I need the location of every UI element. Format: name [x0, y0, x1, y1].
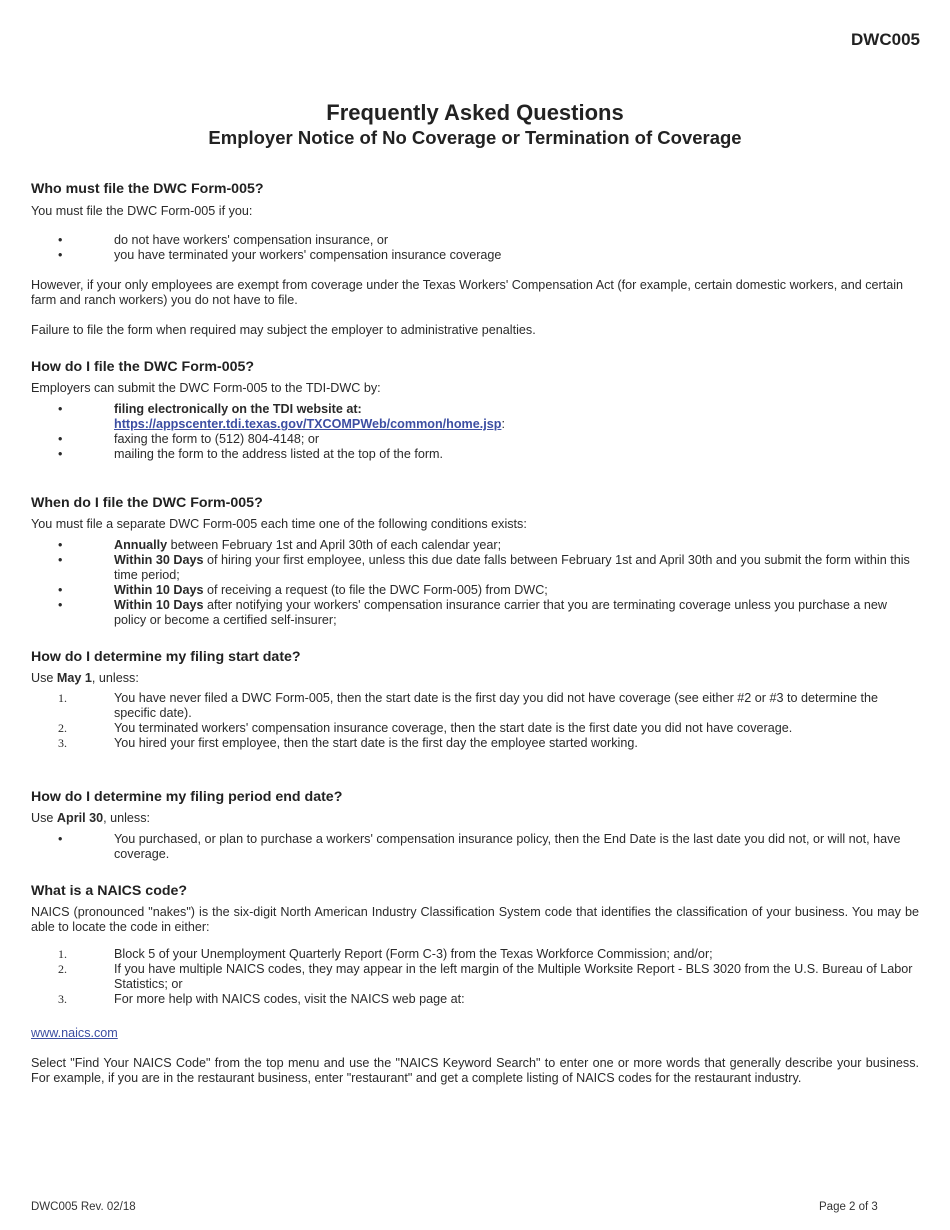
bullet-marker: • — [58, 248, 63, 262]
list-item-text: after notifying your workers' compensation insurance carrier that you are terminating coverage unless you purchase a new policy or become a certified self-insurer; — [114, 598, 887, 627]
number-marker: 3. — [58, 992, 67, 1006]
start-intro — [31, 671, 919, 686]
footer-revision: DWC005 Rev. 02/18 — [31, 1201, 136, 1213]
how-bullet-list — [31, 402, 919, 462]
number-marker: 3. — [58, 736, 67, 750]
bullet-marker: • — [58, 432, 63, 446]
default-end-date: April 30 — [56, 811, 104, 825]
list-item-text: You purchased, or plan to purchase a workers' compensation insurance policy, then the End Date is the last date you did not, or will not, have coverage. — [114, 832, 901, 861]
list-item-text: you have terminated your workers' compensation insurance coverage — [114, 248, 502, 262]
list-item-text: between February 1st and April 30th of each calendar year; — [167, 538, 502, 552]
list-item-text: do not have workers' compensation insurance, or — [114, 233, 389, 247]
list-item — [31, 447, 919, 462]
list-item-text: You terminated workers' compensation insurance coverage, then the start date is the first date you did not have coverage. — [114, 721, 793, 735]
intro-prefix: Use — [31, 671, 57, 685]
heading-how-to-file: How do I file the DWC Form-005? — [31, 359, 255, 375]
deadline-label: Within 30 Days — [114, 553, 204, 567]
list-item — [31, 432, 919, 447]
list-item-text: You have never filed a DWC Form-005, then the start date is the first day you did not have coverage (see either #2 or #3 to determine the specific date). — [114, 691, 878, 720]
end-bullet-list — [31, 832, 919, 862]
bullet-marker: • — [58, 832, 63, 846]
deadline-label: Within 10 Days — [114, 583, 204, 597]
list-item-text: Block 5 of your Unemployment Quarterly Report (Form C-3) from the Texas Workforce Commission; and/or; — [114, 947, 713, 961]
list-item-text: You hired your first employee, then the start date is the first day the employee started working. — [114, 736, 638, 750]
list-item — [31, 402, 919, 432]
electronic-filing-label: filing electronically on the TDI website at: — [114, 402, 362, 416]
form-id: DWC005 — [851, 30, 920, 49]
who-intro: You must file the DWC Form-005 if you: — [31, 204, 253, 218]
number-marker: 1. — [58, 947, 67, 961]
page-title: Frequently Asked Questions — [326, 100, 624, 125]
naics-numbered-list — [31, 947, 919, 1007]
when-intro: You must file a separate DWC Form-005 each time one of the following conditions exists: — [31, 517, 527, 531]
list-item — [31, 736, 919, 751]
list-item — [31, 721, 919, 736]
number-marker: 2. — [58, 962, 67, 976]
list-item-text: of receiving a request (to file the DWC Form-005) from DWC; — [203, 583, 548, 597]
who-bullet-list — [31, 233, 919, 263]
intro-suffix: , unless: — [103, 811, 151, 825]
naics-intro: NAICS (pronounced "nakes") is the six-digit North American Industry Classification System code that identifies the classification of your business. You may be able to locate the code in either: — [31, 905, 919, 934]
list-item-text: If you have multiple NAICS codes, they may appear in the left margin of the Multiple Worksite Report - BLS 3020 from the U.S. Bureau of Labor Statistics; or — [114, 962, 913, 991]
bullet-marker: • — [58, 233, 63, 247]
page-subtitle: Employer Notice of No Coverage or Termination of Coverage — [208, 127, 742, 148]
list-item — [31, 947, 919, 962]
bullet-marker: • — [58, 402, 63, 416]
footer-page-number: Page 2 of 3 — [819, 1201, 878, 1213]
bullet-marker: • — [58, 553, 63, 567]
bullet-marker: • — [58, 447, 63, 461]
when-bullet-list — [31, 538, 919, 628]
list-item — [31, 598, 919, 628]
bullet-marker: • — [58, 598, 63, 612]
list-item — [31, 248, 919, 263]
default-start-date: May 1 — [56, 671, 92, 685]
list-item-text: mailing the form to the address listed at the top of the form. — [114, 447, 444, 461]
heading-when-to-file: When do I file the DWC Form-005? — [31, 495, 263, 511]
naics-link-paragraph — [31, 1026, 919, 1041]
document-body — [31, 180, 919, 1086]
number-marker: 1. — [58, 691, 67, 705]
list-item — [31, 233, 919, 248]
bullet-marker: • — [58, 583, 63, 597]
end-intro — [31, 811, 919, 826]
heading-start-date: How do I determine my filing start date? — [31, 649, 301, 665]
link-suffix: : — [501, 417, 505, 431]
intro-prefix: Use — [31, 811, 57, 825]
heading-who-must-file: Who must file the DWC Form-005? — [31, 181, 264, 197]
who-penalty-paragraph: Failure to file the form when required may subject the employer to administrative penalties. — [31, 323, 536, 337]
heading-end-date: How do I determine my filing period end date? — [31, 789, 343, 805]
list-item — [31, 992, 919, 1007]
number-marker: 2. — [58, 721, 67, 735]
who-exemption-paragraph: However, if your only employees are exempt from coverage under the Texas Workers' Compensation Act (for example, certain domestic workers, and certain farm and ranch workers) you do not have to file. — [31, 278, 903, 307]
list-item — [31, 538, 919, 553]
naics-closing-paragraph: Select "Find Your NAICS Code" from the top menu and use the "NAICS Keyword Search" to enter one or more words that generally describe your business. For example, if you are in the restaurant business, enter "restaurant" and get a complete listing of NAICS codes for the restaurant industry. — [31, 1056, 919, 1085]
list-item — [31, 691, 919, 721]
intro-suffix: , unless: — [91, 671, 139, 685]
list-item-text: of hiring your first employee, unless this due date falls between February 1st and April 30th and you submit the form within this time period; — [114, 553, 910, 582]
list-item-text: For more help with NAICS codes, visit the NAICS web page at: — [114, 992, 465, 1006]
list-item-text: faxing the form to (512) 804-4148; or — [114, 432, 320, 446]
start-numbered-list — [31, 691, 919, 751]
naics-website-link[interactable]: www.naics.com — [31, 1026, 118, 1040]
tdi-website-link[interactable]: https://appscenter.tdi.texas.gov/TXCOMPWeb/common/home.jsp — [114, 417, 502, 431]
bullet-marker: • — [58, 538, 63, 552]
list-item — [31, 962, 919, 992]
list-item — [31, 583, 919, 598]
deadline-label: Annually — [114, 538, 168, 552]
deadline-label: Within 10 Days — [114, 598, 204, 612]
list-item — [31, 553, 919, 583]
title-block — [0, 100, 950, 149]
list-item — [31, 832, 919, 862]
how-intro: Employers can submit the DWC Form-005 to the TDI-DWC by: — [31, 381, 381, 395]
heading-naics: What is a NAICS code? — [31, 883, 188, 899]
